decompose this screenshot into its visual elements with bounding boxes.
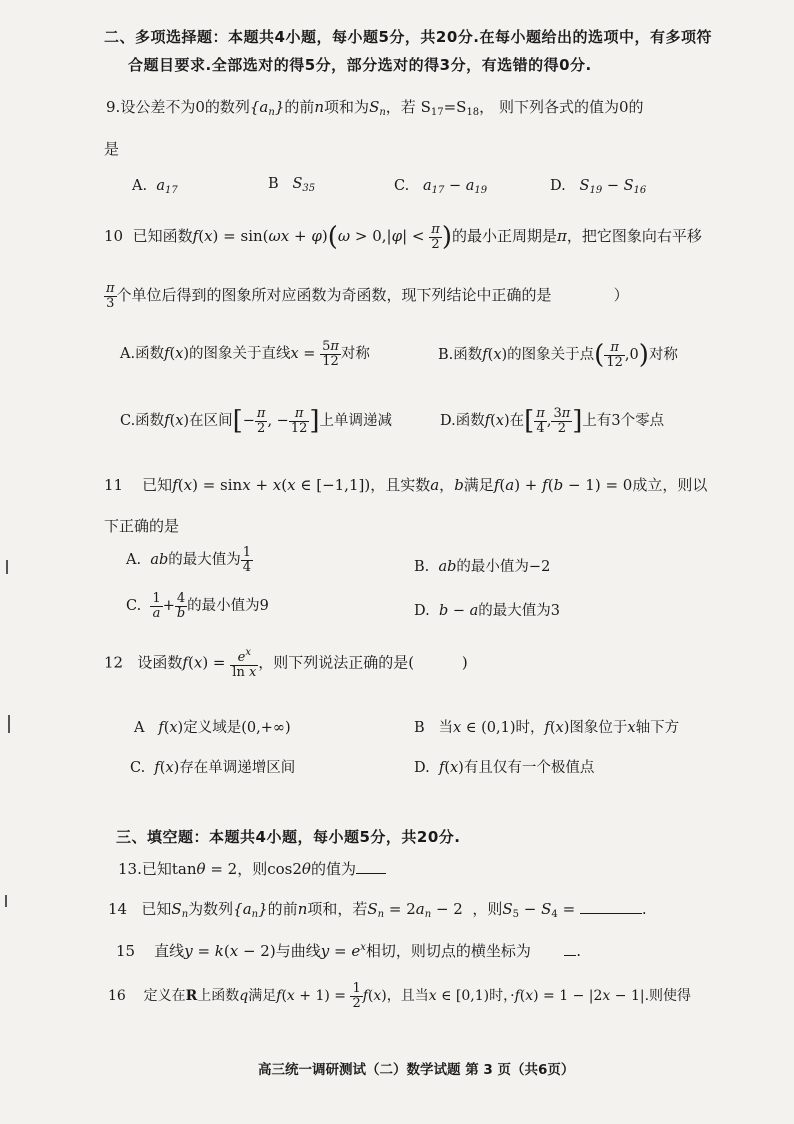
- q9-option-c: C. $a_{17} - a_{19}$: [394, 178, 488, 196]
- q11-option-d: D. b − a的最大值为3: [414, 603, 560, 619]
- q13-number: 13.: [118, 860, 142, 878]
- q12-option-c: C. f(x)存在单调递增区间: [130, 760, 296, 776]
- q15-number: 15: [116, 942, 136, 960]
- q15-answer-blank[interactable]: [564, 955, 576, 956]
- q11-option-a: A. ab的最大值为 $\frac{1}{4}$: [126, 545, 252, 575]
- q16-number: 16: [108, 988, 126, 1005]
- section2-title-line2: 合题目要求.全部选对的得5分，部分选对的得3分，有选错的得0分.: [128, 56, 592, 74]
- q13-answer-blank[interactable]: [356, 873, 386, 874]
- q10-stem-line2: $\frac{\pi}{3}$ 个单位后得到的图象所对应函数为奇函数，现下列结论中正确的是 ）: [106, 281, 629, 311]
- q14-number: 14: [108, 900, 128, 918]
- q11-number: 11: [104, 476, 124, 494]
- q11-option-b: B. ab的最小值为−2: [414, 559, 551, 575]
- q12-stem: 12 设函数f(x) = $\frac{e^x}{\text{ln x}}$ ，则下列说法正确的是( ): [104, 647, 468, 680]
- q11-stem: 11 已知f(x) = sinx + x(x ∈ [−1,1])，且实数a，b满足f(a) + f(b − 1) = 0成立，则以: [104, 476, 708, 494]
- q9-stem: 9.设公差不为0的数列$\{a_n\}$的前n项和为$S_n$，若 $S_{17}=S_{18}$， 则下列各式的值为0的: [106, 98, 644, 118]
- q12-option-d: D. f(x)有且仅有一个极值点: [414, 760, 595, 776]
- scan-mark: [5, 895, 7, 907]
- q10-option-d: D.函数f(x)在[ $\frac{\pi}{4}$ , $\frac{3\pi}{2}$ ]上有3个零点: [440, 405, 665, 436]
- q15-stem: 15 直线y = k(x − 2)与曲线$y = e^x$相切，则切点的横坐标为 .: [116, 942, 582, 960]
- q12-option-a: A f(x)定义域是(0,+∞): [134, 720, 291, 736]
- q10-number: 10: [104, 227, 124, 245]
- q10-option-a: A.函数f(x)的图象关于直线x = $\frac{5\pi}{12}$ 对称: [120, 339, 370, 369]
- q10-option-c: C.函数f(x)在区间[− $\frac{\pi}{2}$ , − $\frac{\pi}{12}$ ]上单调递减: [120, 405, 393, 436]
- q9-option-d: D. $S_{19} - S_{16}$: [550, 178, 647, 196]
- q11-stem-line2: 下正确的是: [104, 517, 180, 535]
- scan-mark: [6, 560, 8, 574]
- page-footer: 高三统一调研测试（二）数学试题 第 3 页（共6页）: [258, 1062, 575, 1078]
- q14-answer-blank[interactable]: [580, 913, 642, 914]
- q11-option-c: C. $\frac{1}{a}$ + $\frac{4}{b}$ 的最小值为9: [126, 591, 269, 621]
- section3-title: 三、填空题：本题共4小题，每小题5分，共20分.: [116, 828, 461, 846]
- q9-stem-line2: 是: [104, 140, 120, 158]
- q9-option-b: B $S_{35}$: [268, 176, 316, 194]
- q9-number: 9.: [106, 98, 121, 116]
- q16-stem: 16 定义在R上函数q满足f(x + 1) = $\frac{1}{2}$ f(x)，且当x ∈ [0,1)时，·f(x) = 1 − |2x − 1|.则使得: [108, 981, 692, 1011]
- q13-stem: 13.已知tanθ = 2，则cos2θ的值为: [118, 858, 386, 879]
- q12-number: 12: [104, 653, 124, 672]
- q10-stem: 10 已知函数f(x) = sin(ωx + φ)(ω > 0,|φ| < $\frac{\pi}{2}$ )的最小正周期是π，把它图象向右平移: [104, 221, 702, 252]
- scan-mark: [8, 715, 10, 733]
- q9-option-a: A. $a_{17}$: [132, 178, 178, 196]
- q10-option-b: B.函数f(x)的图象关于点( $\frac{\pi}{12}$ ,0)对称: [438, 339, 678, 370]
- q14-stem: 14 已知$S_n$为数列$\{a_n\}$的前n项和，若$S_n = 2a_n - 2$ ，则$S_5 - S_4$ = .: [108, 900, 647, 920]
- q12-option-b: B 当x ∈ (0,1)时，f(x)图象位于x轴下方: [414, 720, 680, 736]
- section2-title-line1: 二、多项选择题：本题共4小题，每小题5分，共20分.在每小题给出的选项中，有多项符: [104, 28, 712, 46]
